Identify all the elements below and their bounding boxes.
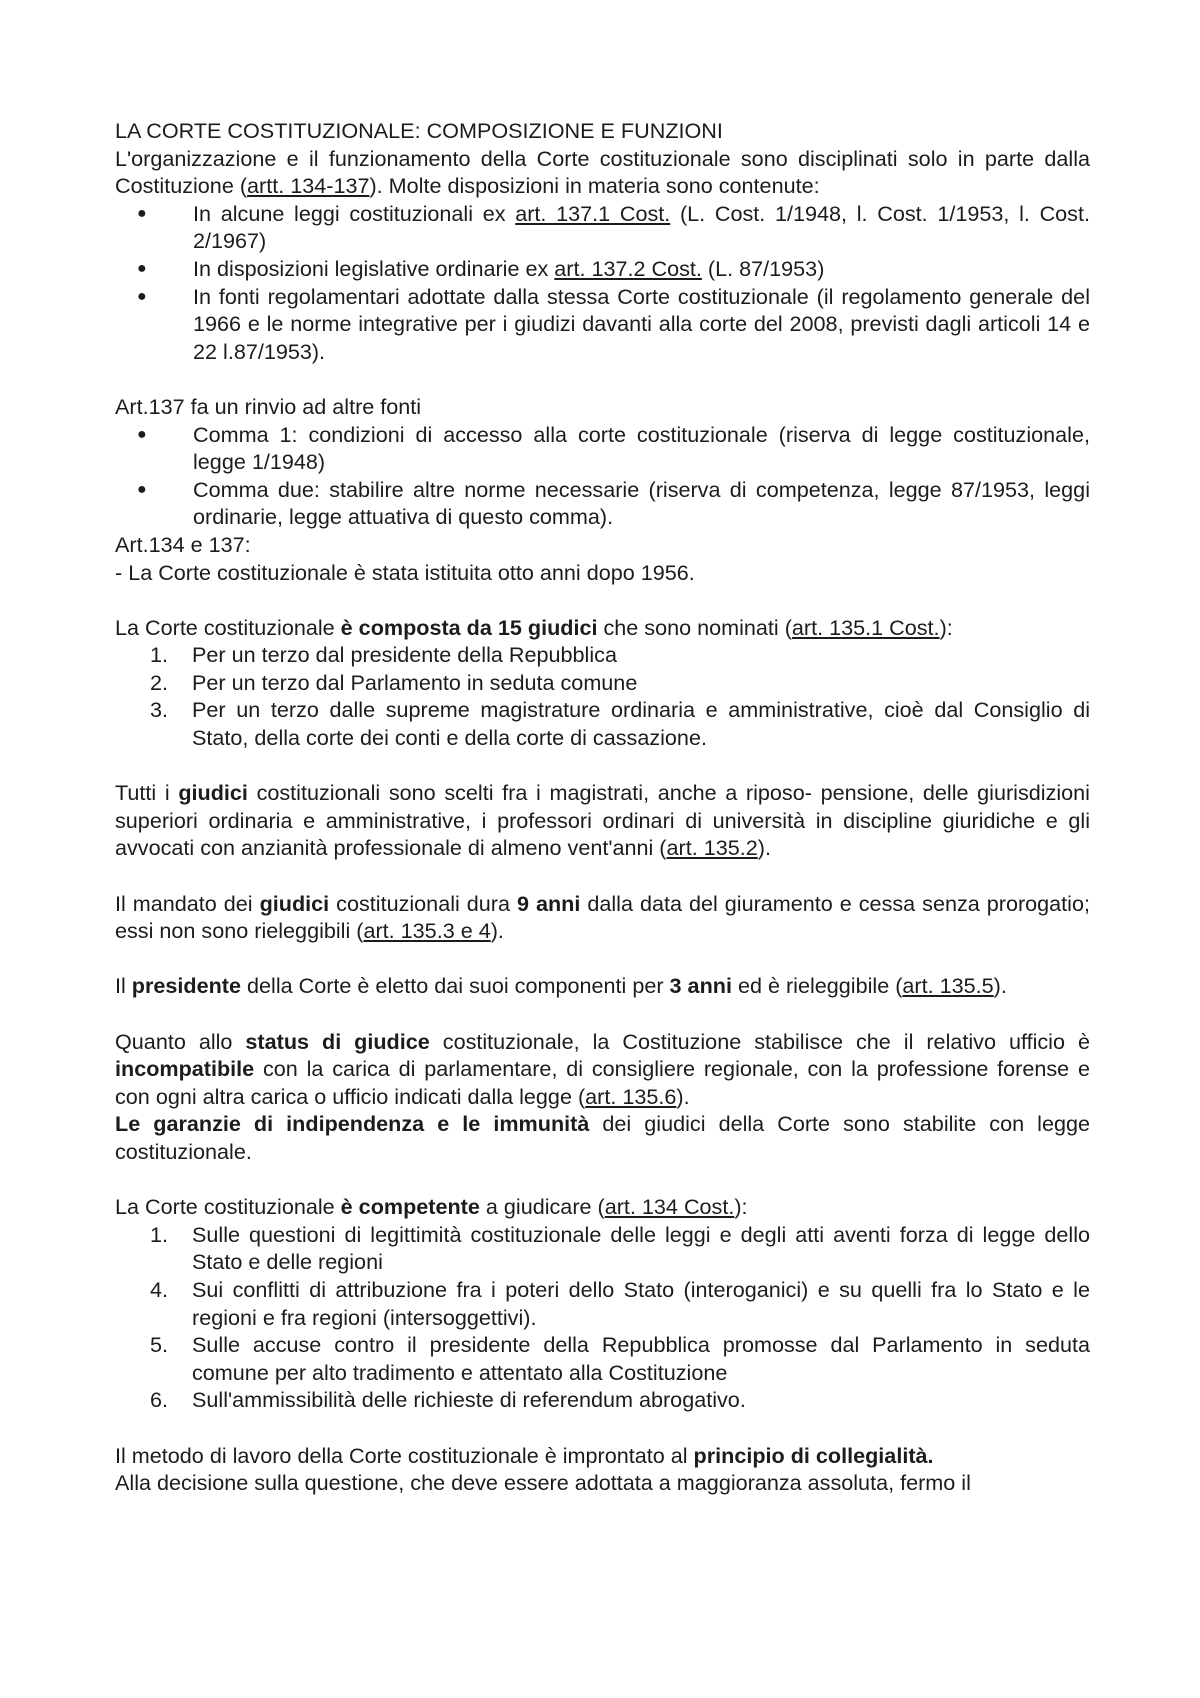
list-item bbox=[115, 421, 1090, 476]
composition-paragraph: La Corte costituzionale è composta da 15 giudici che sono nominati (art. 135.1 Cost.): bbox=[115, 614, 953, 640]
list-item bbox=[115, 696, 1090, 751]
bold-text: 9 anni bbox=[516, 890, 581, 916]
bullet-icon: ● bbox=[137, 287, 147, 305]
list-number: 4. bbox=[149, 1276, 168, 1302]
article-ref: art. 135.6 bbox=[585, 1083, 677, 1109]
judges-paragraph: Tutti i giudici costituzionali sono scelti fra i magistrati, anche a riposo- pensione, delle giurisdizioni superiori ordinaria e amministrative, i professori ordinari di università in discipline giuridiche e gli avvocati con anzianità professionale di almeno vent'anni (art. 135.2). bbox=[115, 780, 1090, 861]
list-item bbox=[115, 669, 1090, 697]
article-ref: art. 137.1 Cost. bbox=[515, 200, 671, 226]
list-item bbox=[115, 1386, 1090, 1414]
president-paragraph: Il presidente della Corte è eletto dai suoi componenti per 3 anni ed è rieleggibile (art. 135.5). bbox=[115, 973, 1007, 999]
list-item-text: In alcune leggi costituzionali ex bbox=[193, 200, 516, 226]
article-ref: art. 135.3 e 4 bbox=[363, 918, 491, 944]
list-item-text: Comma due: stabilire altre norme necessarie (riserva di competenza, legge 87/1953, leggi ordinarie, legge attuativa di questo comma). bbox=[193, 476, 1090, 530]
article-ref: art. 135.1 Cost. bbox=[791, 614, 940, 640]
article-ref: art. 134 Cost. bbox=[604, 1194, 735, 1220]
art134-heading: Art.134 e 137: bbox=[115, 531, 251, 557]
competence-list bbox=[115, 1221, 1090, 1414]
list-item bbox=[115, 1221, 1090, 1276]
article-ref: art. 137.2 Cost. bbox=[554, 255, 702, 281]
bold-text: 3 anni bbox=[669, 973, 732, 999]
document-title: LA CORTE COSTITUZIONALE: COMPOSIZIONE E FUNZIONI bbox=[115, 118, 723, 143]
art137-list bbox=[115, 421, 1090, 531]
intro-text: L'organizzazione e il funzionamento della Corte costituzionale sono disciplinati solo in parte dalla Costituzione ( bbox=[115, 145, 1090, 199]
bullet-icon: ● bbox=[137, 425, 147, 443]
list-number: 6. bbox=[149, 1387, 168, 1413]
art137-heading: Art.137 fa un rinvio ad altre fonti bbox=[115, 393, 422, 419]
list-number: 3. bbox=[149, 697, 168, 723]
article-ref: art. 135.2 bbox=[666, 835, 758, 861]
list-number: 1. bbox=[149, 642, 168, 668]
composition-list bbox=[115, 641, 1090, 751]
list-item-text: (L. Cost. 1/1948, l. Cost. 1/1953, l. Cost. 2/1967) bbox=[193, 200, 1090, 254]
list-item-text: In disposizioni legislative ordinarie ex bbox=[193, 255, 555, 281]
method-paragraph: Il metodo di lavoro della Corte costituzionale è improntato al principio di collegialità. bbox=[115, 1442, 934, 1468]
document-page bbox=[115, 117, 1090, 1497]
bold-text: è competente bbox=[340, 1194, 480, 1220]
list-item-text: Sulle questioni di legittimità costituzionale delle leggi e degli atti aventi forza di legge dello Stato e delle regioni bbox=[192, 1221, 1090, 1275]
list-item bbox=[115, 476, 1090, 531]
list-number: 5. bbox=[149, 1332, 168, 1358]
bullet-icon: ● bbox=[137, 480, 147, 498]
list-item-text: Per un terzo dal presidente della Repubblica bbox=[192, 642, 617, 668]
bold-text: giudici bbox=[259, 890, 330, 916]
bold-text: presidente bbox=[131, 973, 241, 999]
list-item bbox=[115, 641, 1090, 669]
list-number: 2. bbox=[149, 669, 168, 695]
bold-text: status di giudice bbox=[245, 1028, 430, 1054]
intro-text-end: ). Molte disposizioni in materia sono contenute: bbox=[369, 173, 820, 199]
list-item-text: Sulle accuse contro il presidente della Repubblica promosse dal Parlamento in seduta comune per alto tradimento e attentato alla Costituzione bbox=[192, 1332, 1090, 1385]
bold-text: giudici bbox=[178, 780, 248, 806]
institution-note: - La Corte costituzionale è stata istituita otto anni dopo 1956. bbox=[115, 559, 695, 585]
list-item-text: Sui conflitti di attribuzione fra i poteri dello Stato (interoganici) e su quelli fra lo Stato e le regioni e fra regioni (intersoggettivi). bbox=[192, 1276, 1090, 1330]
competence-paragraph: La Corte costituzionale è competente a giudicare (art. 134 Cost.): bbox=[115, 1194, 748, 1220]
bold-text: principio di collegialità. bbox=[693, 1442, 934, 1468]
list-item bbox=[115, 1276, 1090, 1331]
bold-text: incompatibile bbox=[115, 1056, 255, 1082]
bullet-icon: ● bbox=[137, 204, 147, 222]
sources-list bbox=[115, 200, 1090, 366]
list-item-text: In fonti regolamentari adottate dalla stessa Corte costituzionale (il regolamento generale del 1966 e le norme integrative per i giudizi davanti alla corte del 2008, previsti dagli articoli 14 e 22 l.87/1953). bbox=[193, 283, 1090, 364]
article-ref: art. 135.5 bbox=[902, 973, 994, 999]
list-item bbox=[115, 1331, 1090, 1386]
bullet-icon: ● bbox=[137, 259, 147, 277]
decision-paragraph: Alla decisione sulla questione, che deve essere adottata a maggioranza assoluta, fermo il bbox=[115, 1470, 971, 1496]
list-item-text: Comma 1: condizioni di accesso alla corte costituzionale (riserva di legge costituzionale, legge 1/1948) bbox=[193, 421, 1090, 475]
list-item bbox=[115, 200, 1090, 255]
intro-paragraph bbox=[115, 145, 1090, 200]
bold-text: è composta da 15 giudici bbox=[340, 614, 598, 640]
list-item-text: Per un terzo dal Parlamento in seduta comune bbox=[192, 669, 638, 695]
list-number: 1. bbox=[149, 1221, 168, 1247]
status-paragraph: Quanto allo status di giudice costituzionale, la Costituzione stabilisce che il relativo ufficio è incompatibile con la carica di parlamentare, di consigliere regionale, con la professione forense e con ogni altra carica o ufficio indicati dalla legge (art. 135.6). bbox=[115, 1028, 1090, 1109]
guarantees-paragraph: Le garanzie di indipendenza e le immunità dei giudici della Corte sono stabilite con legge costituzionale. bbox=[115, 1111, 1090, 1164]
list-item bbox=[115, 283, 1090, 366]
list-item-text: (L. 87/1953) bbox=[701, 255, 825, 281]
list-item bbox=[115, 255, 1090, 283]
list-item-text: Per un terzo dalle supreme magistrature ordinaria e amministrative, cioè dal Consiglio di Stato, della corte dei conti e della corte di cassazione. bbox=[192, 697, 1090, 751]
mandate-paragraph: Il mandato dei giudici costituzionali dura 9 anni dalla data del giuramento e cessa senza prorogatio; essi non sono rieleggibili (art. 135.3 e 4). bbox=[115, 890, 1090, 944]
list-item-text: Sull'ammissibilità delle richieste di referendum abrogativo. bbox=[192, 1387, 746, 1413]
intro-article-ref: artt. 134-137 bbox=[247, 173, 370, 199]
bold-text: Le garanzie di indipendenza e le immunità bbox=[115, 1111, 590, 1137]
